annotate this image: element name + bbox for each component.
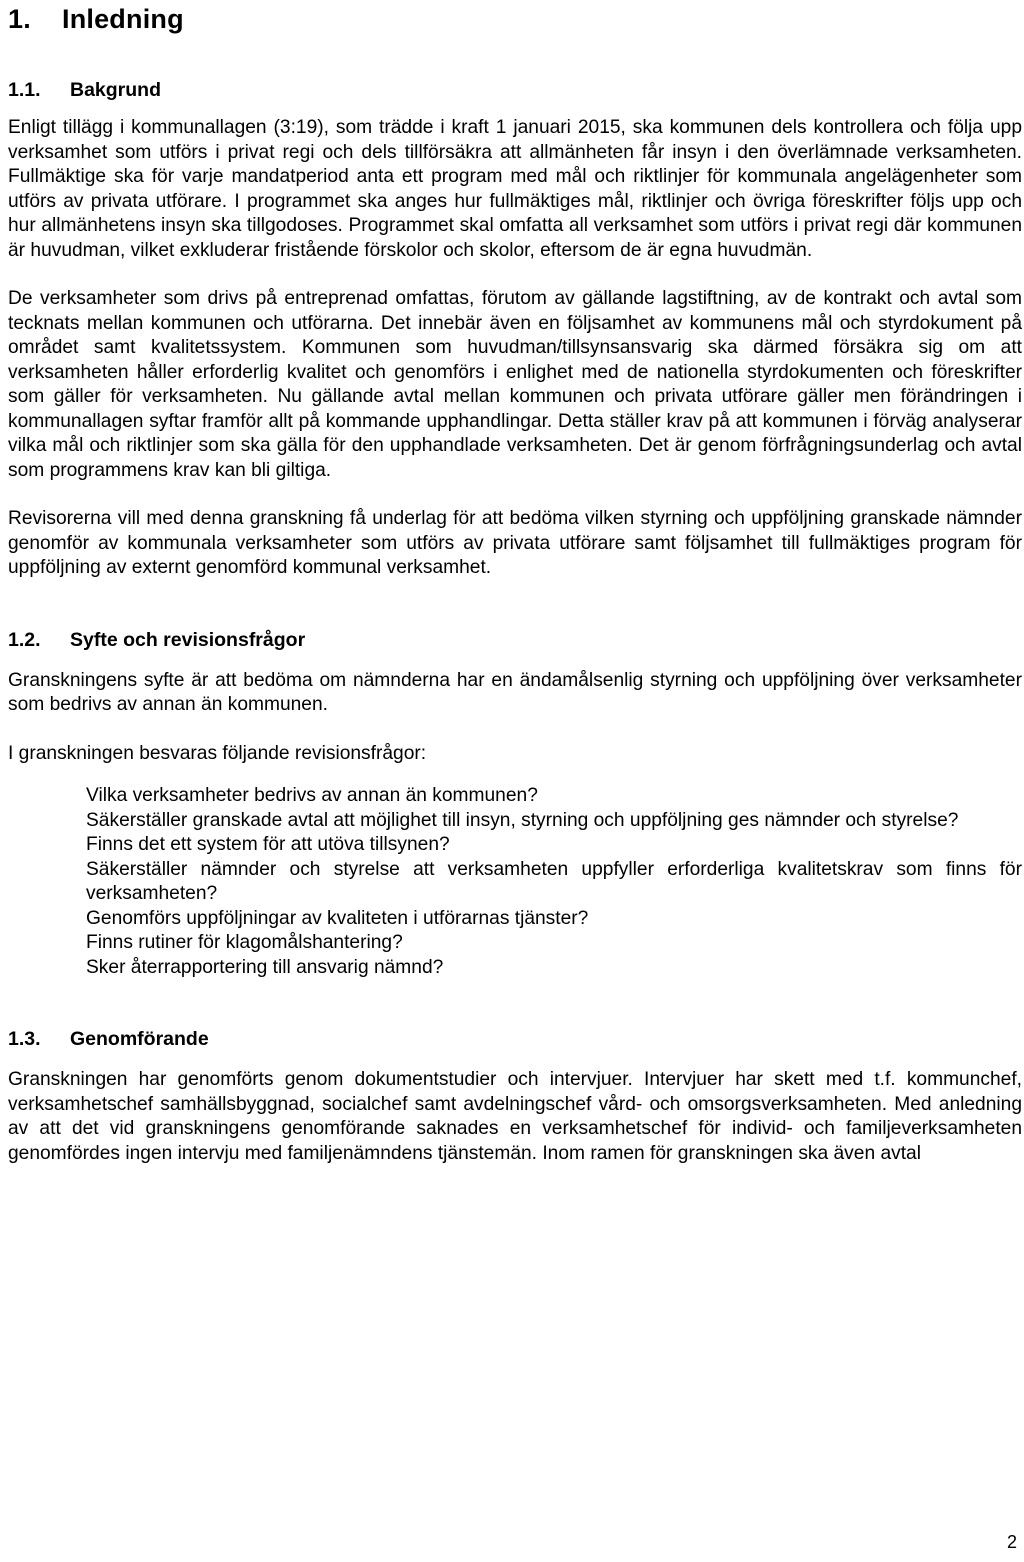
chapter-number: 1. [8,4,31,34]
section-number: 1.3. [8,1028,41,1050]
list-item: Finns det ett system för att utöva tillsynen? [86,834,450,855]
section-number: 1.1. [8,79,41,101]
list-item: Genomförs uppföljningar av kvaliteten i utförarnas tjänster? [86,907,589,929]
list-item: Säkerställer granskade avtal att möjlighet till insyn, styrning och uppföljning ges nämnder och styrelse? [86,809,959,831]
section-number: 1.2. [8,628,41,651]
document-page [8,0,1022,1166]
list-item: Finns rutiner för klagomålshantering? [86,932,403,953]
chapter-heading [8,2,1022,36]
section-title: Syfte och revisionsfrågor [70,628,306,651]
paragraph: Granskningen har genomförts genom dokumentstudier och intervjuer. Intervjuer har skett med t.f. kommunchef, verksamhetschef samhällsbyggnad, socialchef samt avdelningschef vård- och omsorgsverksamheten. Med anledning av att det vid granskningens genomförande saknades en verksamhetschef för individ- och familjeverksamheten genomfördes ingen intervju med familjenämndens tjänstemän. Inom ramen för granskningen ska även avtal [8,1069,1022,1164]
list-item: Sker återrapportering till ansvarig nämnd? [86,956,444,978]
section-heading-bakgrund [8,77,1022,103]
list-item: Vilka verksamheter bedrivs av annan än kommunen? [86,785,538,806]
section-title: Bakgrund [70,79,162,101]
paragraph: Revisorerna vill med denna granskning få underlag för att bedöma vilken styrning och uppföljning granskade nämnder genomför av kommunala verksamheter som utförs av privata utförare samt följsamhet till fullmäktiges program för uppföljning av externt genomförd kommunal verksamhet. [8,508,1022,578]
chapter-title: Inledning [62,4,184,34]
paragraph: De verksamheter som drivs på entreprenad omfattas, förutom av gällande lagstiftning, av de kontrakt och avtal som tecknats mellan kommunen och utförarna. Det innebär även en följsamhet av kommunens mål och styrdokument på området samt kvalitetssystem. Kommunen som huvudman/tillsynsansvarig ska därmed försäkra sig om att verksamheten håller erforderlig kvalitet och genomförs i enlighet med de nationella styrdokumenten och föreskrifter som gäller för verksamheten. Nu gällande avtal mellan kommunen och privata utförare gäller men förändringen i kommunallagen syftar framför allt på kommande upphandlingar. Detta ställer krav på att kommunen i förväg analyserar vilka mål och riktlinjer som ska gälla för den upphandlade verksamheten. Det är genom förfrågningsunderlag och avtal som programmens krav kan bli giltiga. [8,288,1022,481]
section-heading-genomforande [8,1026,1022,1052]
section-heading-syfte [8,627,1022,653]
paragraph: Granskningens syfte är att bedöma om nämnderna har en ändamålsenlig styrning och uppföljning över verksamheter som bedrivs av annan än kommunen. [8,669,1022,715]
paragraph: Enligt tillägg i kommunallagen (3:19), som trädde i kraft 1 januari 2015, ska kommunen dels kontrollera och följa upp verksamhet som utförs i privat regi och dels tillförsäkra att allmänheten får insyn i den överlämnade verksamheten. Fullmäktige ska för varje mandatperiod anta ett program med mål och riktlinjer för kommunala angelägenheter som utförs av privata utförare. I programmet ska anges hur fullmäktiges mål, riktlinjer och övriga föreskrifter följs upp och hur allmänhetens insyn ska tillgodoses. Programmet skal omfatta all verksamhet som utförs i privat regi där kommunen är huvudman, vilket exkluderar fristående förskolor och skolor, eftersom de är egna huvudmän. [8,117,1022,261]
paragraph: I granskningen besvaras följande revisionsfrågor: [8,742,427,764]
page-number: 2 [1006,1532,1017,1552]
revision-questions-list [8,784,1022,980]
section-title: Genomförande [70,1028,209,1050]
list-item: Säkerställer nämnder och styrelse att verksamheten uppfyller erforderliga kvalitetskrav som finns för verksamheten? [86,858,1022,904]
